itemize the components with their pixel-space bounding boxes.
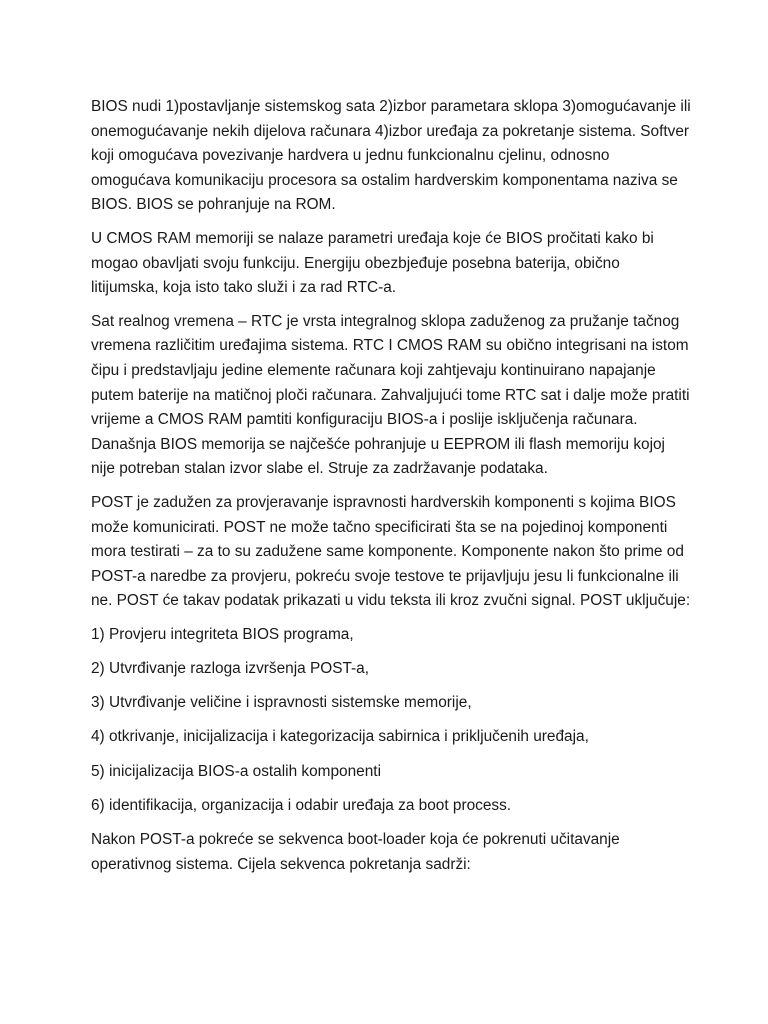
paragraph-post: POST je zadužen za provjeravanje ispravnosti hardverskih komponenti s kojima BIOS može komunicirati. POST ne može tačno specificirati šta se na pojedinoj komponenti mora testirati – za to su zadužene same komponente. Komponente nakon što prime od POST-a naredbe za provjeru, pokreću svoje testove te prijavljuju jesu li funkcionalne ili ne. POST će takav podatak prikazati u vidu teksta ili kroz zvučni signal. POST uključuje:	[91, 493, 691, 610]
list-item: 5) inicijalizacija BIOS-a ostalih komponenti	[91, 762, 381, 780]
list-item: 6) identifikacija, organizacija i odabir uređaja za boot process.	[91, 796, 512, 814]
list-item: 1) Provjeru integriteta BIOS programa,	[91, 625, 354, 643]
list-item: 2) Utvrđivanje razloga izvršenja POST-a,	[91, 660, 369, 678]
list-item: 4) otkrivanje, inicijalizacija i kategorizacija sabirnica i priključenih uređaja,	[91, 728, 589, 746]
paragraph-rtc: Sat realnog vremena – RTC je vrsta integralnog sklopa zaduženog za pružanje tačnog vremena različitim uređajima sistema. RTC I CMOS RAM su obično integrisani na istom čipu i predstavljaju jedine elemente računara koji zahtjevaju kontinuirano napajanje putem baterije na matičnoj ploči računara. Zahvaljujući tome RTC sat i dalje može pratiti vrijeme a CMOS RAM pamtiti konfiguraciju BIOS-a i poslije isključenja računara. Današnja BIOS memorija se najčešće pohranjuje u EEPROM ili flash memoriju kojoj nije potreban stalan izvor slabe el. Struje za zadržavanje podataka.	[91, 312, 690, 478]
document-body	[91, 95, 691, 886]
list-item: 3) Utvrđivanje veličine i ispravnosti sistemske memorije,	[91, 694, 472, 712]
paragraph-cmos-ram: U CMOS RAM memoriji se nalaze parametri uređaja koje će BIOS pročitati kako bi mogao obavljati svoju funkciju. Energiju obezbjeđuje posebna baterija, obično litijumska, koja isto tako služi i za rad RTC-a.	[91, 229, 654, 297]
paragraph-boot-loader: Nakon POST-a pokreće se sekvenca boot-loader koja će pokrenuti učitavanje operativnog sistema. Cijela sekvenca pokretanja sadrži:	[91, 831, 620, 873]
paragraph-bios-intro: BIOS nudi 1)postavljanje sistemskog sata 2)izbor parametara sklopa 3)omogućavanje ili onemogućavanje nekih dijelova računara 4)izbor uređaja za pokretanje sistema. Softver koji omogućava povezivanje hardvera u jednu funkcionalnu cjelinu, odnosno omogućava komunikaciju procesora sa ostalim hardverskim komponentama naziva se BIOS. BIOS se pohranjuje na ROM.	[91, 98, 691, 214]
